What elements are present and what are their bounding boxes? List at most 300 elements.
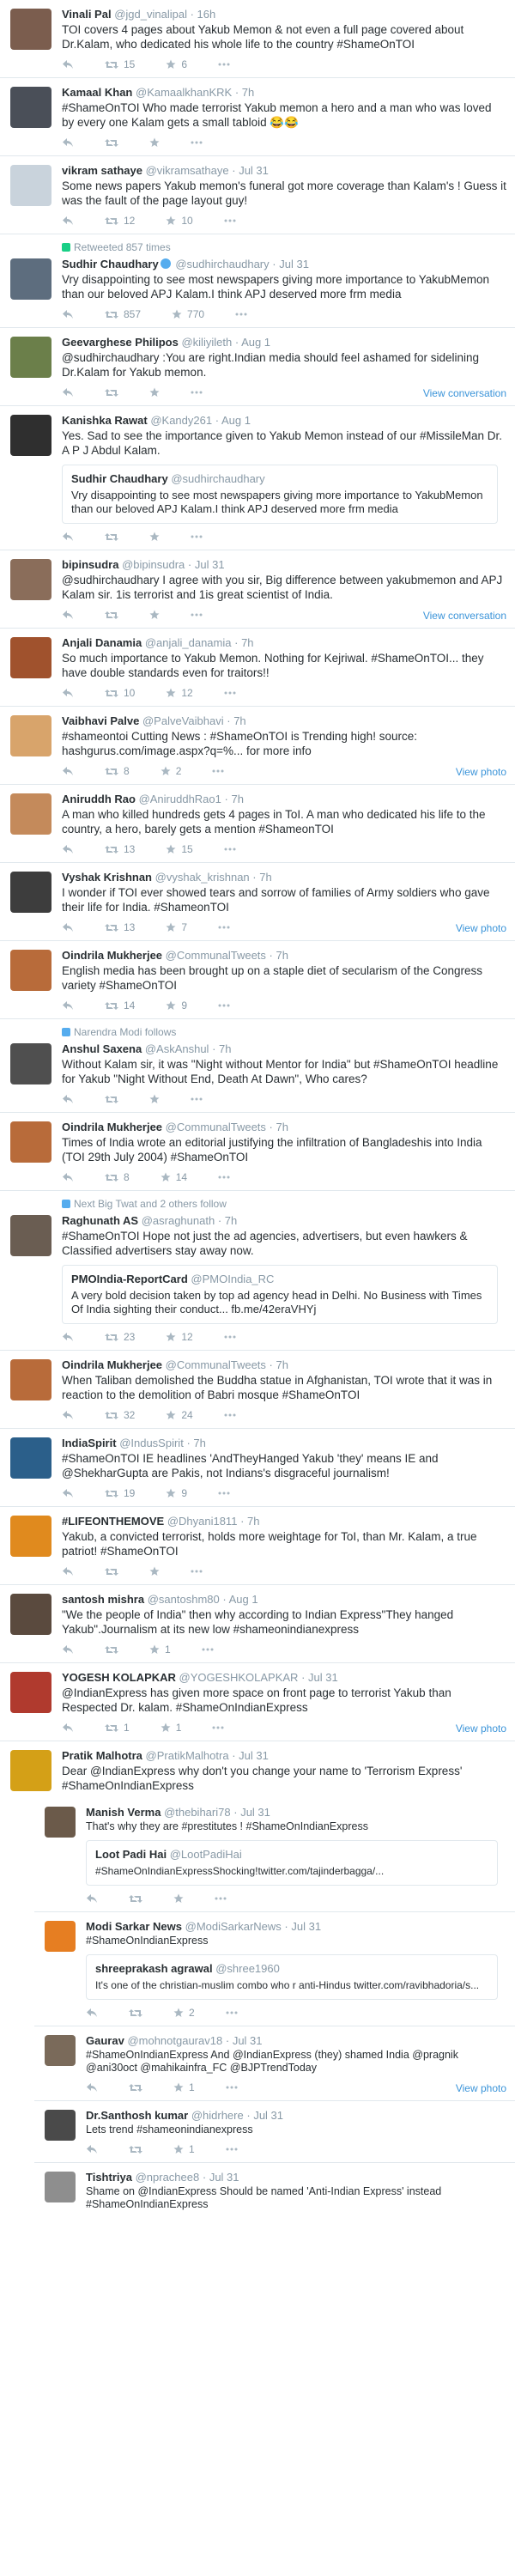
reply-button[interactable]: [62, 137, 74, 148]
tweet-text: #ShameOnTOI Who made terrorist Yakub memon a hero and a man who was loved by every one Kalam gets a small tabloid 😂😂: [62, 101, 492, 129]
favorite-button[interactable]: [149, 387, 160, 398]
tweet-text: Lets trend #shameonindianexpress: [86, 2123, 253, 2136]
tweet[interactable]: Manish Verma @thebihari78 · Jul 31 That's why they are #prestitutes ! #ShameOnIndianExpress Loot Padi Hai @LootPadiHai #ShameOnIndianExpressShocking!twitter.com/tajinderbagga/...: [34, 1798, 515, 1912]
more-icon: [202, 1648, 214, 1651]
avatar[interactable]: [45, 1921, 76, 1952]
username[interactable]: @nprachee8: [135, 2171, 200, 2184]
avatar[interactable]: [10, 1672, 52, 1713]
favorite-button[interactable]: [173, 2007, 195, 2019]
timestamp[interactable]: 7h: [276, 1121, 288, 1133]
favorite-button[interactable]: [166, 687, 192, 699]
tweet-text: Some news papers Yakub memon's funeral got more coverage than Kalam's ! Guess it was the fault of the page layout guy!: [62, 179, 506, 207]
retweet-count: 12: [124, 215, 136, 227]
tweet[interactable]: #LIFEONTHEMOVE @Dhyani1811 · 7h Yakub, a convicted terrorist, holds more weightage for ToI, than Mr. Kalam, a true patriot! #ShameOnTOI: [0, 1507, 515, 1585]
tweet-text: TOI covers 4 pages about Yakub Memon & not even a full page covered about Dr.Kalam, who dedicated his whole life to the country #ShameOnTOI: [62, 23, 464, 51]
favorite-count: 12: [181, 687, 193, 699]
timestamp[interactable]: 7h: [259, 871, 272, 884]
view-photo-link[interactable]: View photo: [455, 1722, 506, 1735]
display-name[interactable]: Sudhir Chaudhary: [62, 258, 159, 270]
more-button[interactable]: [212, 1726, 224, 1729]
username[interactable]: @YOGESHKOLAPKAR: [179, 1671, 299, 1684]
username[interactable]: @mohnotgaurav18: [127, 2034, 223, 2047]
reply-button[interactable]: [62, 1410, 74, 1420]
favorite-button[interactable]: [149, 1566, 160, 1577]
more-button[interactable]: [226, 2011, 238, 2014]
more-button[interactable]: [224, 1335, 236, 1339]
username[interactable]: @Dhyani1811: [167, 1515, 238, 1528]
more-button[interactable]: [224, 691, 236, 695]
timestamp[interactable]: Jul 31: [194, 558, 225, 571]
retweet-button[interactable]: [105, 843, 135, 855]
favorite-button[interactable]: [173, 1893, 184, 1904]
timestamp[interactable]: 7h: [224, 1214, 238, 1227]
reply-button[interactable]: [62, 532, 74, 542]
username[interactable]: @CommunalTweets: [165, 949, 266, 962]
display-name[interactable]: Anshul Saxena: [62, 1042, 142, 1055]
quoted-tweet[interactable]: [86, 1954, 498, 2000]
retweet-button[interactable]: [129, 2008, 142, 2018]
reply-button[interactable]: [62, 1332, 74, 1342]
favorite-button[interactable]: [166, 999, 187, 1012]
display-name[interactable]: Geevarghese Philipos: [62, 336, 179, 349]
more-button[interactable]: [235, 313, 247, 316]
reply-button[interactable]: [62, 610, 74, 620]
tweet[interactable]: Narendra Modi follows Anshul Saxena @AskAnshul · 7h Without Kalam sir, it was "Night without Mentor for India" but #ShameOnTOI headline for Yakub "Night Without End, Death At Dawn", Who cares?: [0, 1019, 515, 1113]
display-name[interactable]: #LIFEONTHEMOVE: [62, 1515, 165, 1528]
follow-context: [62, 1026, 506, 1039]
tweet-text: #ShameOnIndianExpress And @IndianExpress (they) shamed India @pragnik @ani30oct @mahikainfra_FC @BJPTrendToday: [86, 2049, 458, 2074]
favorite-button[interactable]: [166, 921, 187, 933]
username[interactable]: @AskAnshul: [144, 1042, 209, 1055]
display-name[interactable]: Vaibhavi Palve: [62, 714, 140, 727]
favorite-button[interactable]: [149, 610, 160, 620]
timestamp[interactable]: Jul 31: [209, 2171, 239, 2184]
timestamp[interactable]: 16h: [197, 8, 216, 21]
retweet-button[interactable]: [129, 1894, 142, 1904]
tweet[interactable]: Tishtriya @nprachee8 · Jul 31 Shame on @IndianExpress Should be named 'Anti-Indian Express' instead #ShameOnIndianExpress: [34, 2163, 515, 2216]
more-button[interactable]: [191, 535, 203, 538]
more-icon: [226, 2011, 238, 2014]
display-name[interactable]: Kamaal Khan: [62, 86, 133, 99]
avatar[interactable]: [10, 1594, 52, 1635]
timestamp[interactable]: Jul 31: [239, 164, 269, 177]
tweet[interactable]: YOGESH KOLAPKAR @YOGESHKOLAPKAR · Jul 31 @IndianExpress has given more space on front page to terrorist Yakub than Respected Dr. kalam. #ShameOnIndianExpress 1 1 View photo: [0, 1663, 515, 1741]
reply-button[interactable]: [62, 216, 74, 226]
reply-icon: [62, 1410, 74, 1420]
retweet-icon: [105, 767, 118, 776]
favorite-button[interactable]: [161, 765, 182, 777]
retweet-button[interactable]: [105, 1645, 118, 1655]
timestamp[interactable]: Jul 31: [279, 258, 309, 270]
reply-button[interactable]: [62, 844, 74, 854]
reply-button[interactable]: [62, 1172, 74, 1182]
tweet[interactable]: Oindrila Mukherjee @CommunalTweets · 7h When Taliban demolished the Buddha statue in Afghanistan, TOI wrote that it was in reaction to the demolition of Babri mosque #ShameOnTOI 32 24: [0, 1351, 515, 1429]
view-conversation-link[interactable]: View conversation: [422, 387, 506, 399]
more-button[interactable]: [218, 63, 230, 66]
avatar[interactable]: [10, 1215, 52, 1256]
username[interactable]: @kiliyileth: [181, 336, 233, 349]
tweet[interactable]: Next Big Twat and 2 others follow Raghunath AS @asraghunath · 7h #ShameOnTOI Hope not just the ad agencies, advertisers, but even hawkers & Classified advertisers stay away now. PMOIndia-ReportCard @PMOIndia_RC A very bold decision taken by top ad agency head in Delhi. No Business with Times Of India sighting their conduct... fb.me/42eraVHYj 23 12: [0, 1191, 515, 1351]
tweet[interactable]: Vyshak Krishnan @vyshak_krishnan · 7h I wonder if TOI ever showed tears and sorrow of families of Army soldiers who gave their life for India. #ShameonTOI 13 7 View photo: [0, 863, 515, 941]
reply-button[interactable]: [62, 1000, 74, 1011]
reply-button[interactable]: [86, 2144, 98, 2154]
retweet-button[interactable]: [129, 2145, 142, 2154]
avatar[interactable]: [10, 9, 52, 50]
retweet-icon: [105, 1333, 118, 1342]
quoted-tweet[interactable]: [86, 1840, 498, 1886]
tweet[interactable]: Anjali Danamia @anjali_danamia · 7h So much importance to Yakub Memon. Nothing for Kejriwal. #ShameOnTOI... they have double standards even for traitors!! 10 12: [0, 629, 515, 707]
favorite-count: 9: [181, 1487, 188, 1499]
avatar[interactable]: [10, 1516, 52, 1557]
quoted-tweet[interactable]: [62, 465, 498, 524]
retweet-count: 15: [124, 58, 136, 70]
more-button[interactable]: [191, 391, 203, 394]
timestamp[interactable]: Aug 1: [221, 414, 251, 427]
username[interactable]: @IndusSpirit: [119, 1437, 184, 1449]
avatar[interactable]: [10, 1121, 52, 1163]
view-photo-link[interactable]: View photo: [455, 766, 506, 778]
username[interactable]: @jgd_vinalipal: [114, 8, 187, 21]
more-button[interactable]: [218, 1492, 230, 1495]
quoted-text: #ShameOnIndianExpressShocking!twitter.com/tajinderbagga/...: [95, 1865, 385, 1877]
reply-button[interactable]: [62, 59, 74, 70]
avatar[interactable]: [10, 950, 52, 991]
display-name[interactable]: Gaurav: [86, 2034, 124, 2047]
more-button[interactable]: [202, 1648, 214, 1651]
reply-button[interactable]: [62, 309, 74, 319]
timestamp[interactable]: 7h: [241, 636, 254, 649]
timestamp[interactable]: 7h: [233, 714, 246, 727]
tweet[interactable]: Dr.Santhosh kumar @hidrhere · Jul 31 Lets trend #shameonindianexpress 1: [34, 2101, 515, 2163]
display-name[interactable]: Kanishka Rawat: [62, 414, 148, 427]
favorite-button[interactable]: [149, 532, 160, 542]
reply-button[interactable]: [62, 1644, 74, 1655]
retweet-icon: [129, 1894, 142, 1904]
quoted-text: It's one of the christian-muslim combo who r anti-Hindus twitter.com/ravibhadoria/s...: [95, 1979, 480, 1991]
timestamp[interactable]: Jul 31: [253, 2109, 284, 2122]
favorite-button[interactable]: [166, 1331, 192, 1343]
avatar[interactable]: [10, 1359, 52, 1400]
avatar[interactable]: [10, 87, 52, 128]
retweet-button[interactable]: [105, 532, 118, 542]
username[interactable]: @Kandy261: [150, 414, 213, 427]
username[interactable]: @anjali_danamia: [144, 636, 232, 649]
username[interactable]: @thebihari78: [164, 1806, 231, 1819]
retweet-button[interactable]: [105, 611, 118, 620]
username[interactable]: @KamaalkhanKRK: [136, 86, 233, 99]
more-button[interactable]: [224, 219, 236, 222]
reply-icon: [86, 2082, 98, 2093]
retweet-count: 8: [124, 765, 130, 777]
timestamp[interactable]: Jul 31: [291, 1920, 322, 1933]
tweet-text: I wonder if TOI ever showed tears and sorrow of families of Army soldiers who gave their life for India. #ShameonTOI: [62, 886, 490, 914]
display-name[interactable]: Aniruddh Rao: [62, 793, 136, 805]
display-name[interactable]: vikram sathaye: [62, 164, 142, 177]
avatar[interactable]: [10, 1437, 52, 1479]
retweet-button[interactable]: [105, 1095, 118, 1104]
reply-icon: [62, 1000, 74, 1011]
tweet-text: #shameontoi Cutting News : #ShameOnTOI is Trending high! source: hashgurus.com/image.aspx?q=%... for more info: [62, 730, 417, 757]
avatar[interactable]: [10, 165, 52, 206]
view-conversation-link[interactable]: View conversation: [422, 610, 506, 622]
tweet-text: @IndianExpress has given more space on front page to terrorist Yakub than Respected Dr. kalam. #ShameOnIndianExpress: [62, 1686, 451, 1714]
tweet-text: #ShameOnTOI Hope not just the ad agencies, advertisers, but even hawkers & Classified advertisers stay away now.: [62, 1230, 468, 1257]
more-button[interactable]: [226, 2148, 238, 2151]
tweet[interactable]: Vaibhavi Palve @PalveVaibhavi · 7h #shameontoi Cutting News : #ShameOnTOI is Trending high! source: hashgurus.com/image.aspx?q=%... for more info 8 2 View photo: [0, 707, 515, 785]
more-icon: [226, 2148, 238, 2151]
tweet[interactable]: Aniruddh Rao @AniruddhRao1 · 7h A man who killed hundreds gets 4 pages in ToI. A man who dedicated his life to the country, a hero, barely gets a mention #ShameonTOI 13 15: [0, 785, 515, 863]
retweet-icon: [105, 611, 118, 620]
tweet[interactable]: IndiaSpirit @IndusSpirit · 7h #ShameOnTOI IE headlines 'AndTheyHanged Yakub 'they' means IE and @ShekharGupta are Pakis, not Indians's disgraceful journalism! 19 9: [0, 1429, 515, 1507]
username[interactable]: @PratikMalhotra: [145, 1749, 229, 1762]
more-button[interactable]: [212, 769, 224, 773]
tweet[interactable]: Modi Sarkar News @ModiSarkarNews · Jul 31 #ShameOnIndianExpress shreeprakash agrawal @shree1960 It's one of the christian-muslim combo who r anti-Hindus twitter.com/ravibhadoria/s... 2: [34, 1912, 515, 2026]
view-photo-link[interactable]: View photo: [455, 922, 506, 934]
retweet-icon: [105, 532, 118, 542]
tweet[interactable]: Pratik Malhotra @PratikMalhotra · Jul 31 Dear @IndianExpress why don't you change your name to 'Terrorism Express' #ShameOnIndianExpress: [0, 1741, 515, 1798]
more-icon: [191, 391, 203, 394]
more-icon: [224, 1335, 236, 1339]
more-button[interactable]: [226, 2086, 238, 2089]
timestamp[interactable]: 7h: [276, 1358, 288, 1371]
more-icon: [218, 1176, 230, 1179]
display-name[interactable]: santosh mishra: [62, 1593, 145, 1606]
favorite-button[interactable]: [172, 308, 204, 320]
favorite-button[interactable]: [166, 58, 187, 70]
avatar[interactable]: [10, 1043, 52, 1084]
tweet[interactable]: Geevarghese Philipos @kiliyileth · Aug 1 @sudhirchaudhary :You are right.Indian media should feel ashamed for sidelining Dr.Kalam for Yakub memon. View conversation: [0, 328, 515, 406]
tweet[interactable]: Kamaal Khan @KamaalkhanKRK · 7h #ShameOnTOI Who made terrorist Yakub memon a hero and a man who was loved by every one Kalam gets a small tabloid 😂😂: [0, 78, 515, 156]
timestamp[interactable]: 7h: [193, 1437, 206, 1449]
favorite-button[interactable]: [166, 1409, 192, 1421]
quoted-text: A very bold decision taken by top ad agency head in Delhi. No Business with Times Of India sighting their conduct... fb.me/42eraVHYj: [71, 1289, 482, 1315]
tweet[interactable]: Retweeted 857 times Sudhir Chaudhary @sudhirchaudhary · Jul 31 Vry disappointing to see most newspapers giving more importance to YakubMemon than our beloved APJ Kalam.I think APJ deserved more frm media 857 770: [0, 234, 515, 328]
more-button[interactable]: [224, 848, 236, 851]
retweet-button[interactable]: [105, 1567, 118, 1577]
avatar[interactable]: [45, 2110, 76, 2141]
username[interactable]: @PalveVaibhavi: [142, 714, 224, 727]
tweet-text: So much importance to Yakub Memon. Nothing for Kejriwal. #ShameOnTOI... they have double standards even for traitors!!: [62, 652, 484, 679]
reply-button[interactable]: [62, 1566, 74, 1577]
avatar[interactable]: [45, 2172, 76, 2202]
timestamp[interactable]: 7h: [241, 86, 255, 99]
tweet[interactable]: Gaurav @mohnotgaurav18 · Jul 31 #ShameOnIndianExpress And @IndianExpress (they) shamed India @pragnik @ani30oct @mahikainfra_FC @BJPTrendToday 1 View photo: [34, 2026, 515, 2101]
retweet-button[interactable]: [105, 1171, 130, 1183]
tweet[interactable]: bipinsudra @bipinsudra · Jul 31 @sudhirchaudhary I agree with you sir, Big difference between yakubmemon and APJ Kalam sir. 1is terrorist and 1is great scientist of India. View conversation: [0, 550, 515, 629]
more-button[interactable]: [191, 613, 203, 617]
username[interactable]: @ModiSarkarNews: [185, 1920, 282, 1933]
favorite-button[interactable]: [166, 843, 192, 855]
more-button[interactable]: [218, 926, 230, 929]
retweet-icon: [105, 310, 118, 319]
tweet[interactable]: Oindrila Mukherjee @CommunalTweets · 7h English media has been brought up on a staple diet of secularism of the Congress variety #ShameOnTOI 14 9: [0, 941, 515, 1019]
avatar[interactable]: [45, 2035, 76, 2066]
tweet-text: Dear @IndianExpress why don't you change your name to 'Terrorism Express' #ShameOnIndianExpress: [62, 1765, 463, 1792]
tweet[interactable]: vikram sathaye @vikramsathaye · Jul 31 Some news papers Yakub memon's funeral got more coverage than Kalam's ! Guess it was the fault of the page layout guy! 12 10: [0, 156, 515, 234]
quoted-tweet[interactable]: [62, 1265, 498, 1324]
timestamp[interactable]: Jul 31: [308, 1671, 338, 1684]
favorite-button[interactable]: [161, 1722, 182, 1734]
favorite-count: 770: [187, 308, 205, 320]
star-icon: [166, 216, 176, 226]
tweet-text: @sudhirchaudhary :You are right.Indian media should feel ashamed for sidelining Dr.Kalam for Yakub memon.: [62, 351, 480, 379]
more-button[interactable]: [218, 1004, 230, 1007]
star-icon: [149, 1094, 160, 1104]
timestamp[interactable]: Jul 31: [239, 1749, 269, 1762]
display-name[interactable]: Pratik Malhotra: [62, 1749, 142, 1762]
username[interactable]: @CommunalTweets: [165, 1358, 266, 1371]
retweet-button[interactable]: [105, 1409, 135, 1421]
avatar[interactable]: [10, 559, 52, 600]
retweet-button[interactable]: [105, 921, 135, 933]
retweet-icon: [105, 845, 118, 854]
timestamp[interactable]: 7h: [231, 793, 244, 805]
reply-icon: [86, 1893, 98, 1904]
more-icon: [191, 535, 203, 538]
display-name[interactable]: YOGESH KOLAPKAR: [62, 1671, 176, 1684]
reply-button[interactable]: [86, 1893, 98, 1904]
retweet-button[interactable]: [105, 1722, 130, 1734]
timestamp[interactable]: Aug 1: [241, 336, 271, 349]
reply-button[interactable]: [62, 1094, 74, 1104]
reply-button[interactable]: [62, 1722, 74, 1733]
more-button[interactable]: [191, 1570, 203, 1573]
avatar[interactable]: [10, 1750, 52, 1791]
tweet-text: That's why they are #prestitutes ! #ShameOnIndianExpress: [86, 1820, 368, 1832]
reply-icon: [62, 1172, 74, 1182]
avatar[interactable]: [10, 415, 52, 456]
retweet-icon: [105, 1567, 118, 1577]
favorite-count: 2: [175, 765, 182, 777]
more-button[interactable]: [191, 141, 203, 144]
display-name[interactable]: Raghunath AS: [62, 1214, 139, 1227]
favorite-button[interactable]: [149, 1643, 171, 1656]
display-name[interactable]: Manish Verma: [86, 1806, 161, 1819]
retweet-icon: [105, 1489, 118, 1498]
favorite-button[interactable]: [173, 2143, 195, 2155]
tweet[interactable]: Kanishka Rawat @Kandy261 · Aug 1 Yes. Sad to see the importance given to Yakub Memon instead of our #MissileMan Dr. A P J Abdul Kalam. Sudhir Chaudhary @sudhirchaudhary Vry disappointing to see most newspapers giving more importance to YakubMemon than our beloved APJ Kalam.I think APJ deserved more frm media: [0, 406, 515, 550]
avatar[interactable]: [10, 793, 52, 835]
tweet[interactable]: santosh mishra @santoshm80 · Aug 1 "We the people of India" then why according to Indian Express"They hanged Yakub".Journalism at its new low #shameonindianexpress 1: [0, 1585, 515, 1663]
timestamp[interactable]: Aug 1: [228, 1593, 258, 1606]
retweet-button[interactable]: [105, 58, 135, 70]
retweet-button[interactable]: [105, 388, 118, 398]
retweet-button[interactable]: [105, 138, 118, 148]
star-icon: [166, 844, 176, 854]
display-name[interactable]: Vyshak Krishnan: [62, 871, 153, 884]
retweet-icon: [105, 60, 118, 70]
retweet-button[interactable]: [129, 2083, 142, 2093]
more-icon: [235, 313, 247, 316]
username[interactable]: @sudhirchaudhary: [175, 258, 270, 270]
reply-icon: [62, 1644, 74, 1655]
reply-button[interactable]: [62, 688, 74, 698]
reply-button[interactable]: [62, 1488, 74, 1498]
reply-button[interactable]: [62, 922, 74, 933]
retweet-button[interactable]: [105, 308, 141, 320]
username[interactable]: @bipinsudra: [122, 558, 185, 571]
favorite-count: 7: [181, 921, 188, 933]
retweet-button[interactable]: [105, 687, 135, 699]
username[interactable]: @santoshm80: [147, 1593, 220, 1606]
retweet-button[interactable]: [105, 1331, 135, 1343]
username[interactable]: @CommunalTweets: [165, 1121, 266, 1133]
avatar[interactable]: [10, 637, 52, 678]
context-label: Narendra Modi follows: [74, 1026, 177, 1038]
username[interactable]: @vikramsathaye: [145, 164, 229, 177]
display-name[interactable]: Anjali Danamia: [62, 636, 142, 649]
reply-button[interactable]: [86, 2082, 98, 2093]
retweet-icon: [105, 388, 118, 398]
avatar[interactable]: [10, 715, 52, 756]
timestamp[interactable]: 7h: [247, 1515, 260, 1528]
display-name[interactable]: Dr.Santhosh kumar: [86, 2109, 189, 2122]
display-name[interactable]: Tishtriya: [86, 2171, 132, 2184]
star-icon: [166, 1488, 176, 1498]
reply-icon: [62, 1332, 74, 1342]
timestamp[interactable]: 7h: [219, 1042, 232, 1055]
username[interactable]: @AniruddhRao1: [138, 793, 221, 805]
favorite-button[interactable]: [161, 1171, 187, 1183]
tweet[interactable]: Vinali Pal @jgd_vinalipal · 16h TOI covers 4 pages about Yakub Memon & not even a full page covered about Dr.Kalam, who dedicated his whole life to the country #ShameOnTOI 15 6: [0, 0, 515, 78]
avatar[interactable]: [45, 1807, 76, 1838]
more-icon: [226, 2086, 238, 2089]
timestamp[interactable]: Jul 31: [232, 2034, 263, 2047]
username[interactable]: @vyshak_krishnan: [154, 871, 250, 884]
favorite-button[interactable]: [173, 2081, 195, 2093]
avatar[interactable]: [10, 872, 52, 913]
avatar[interactable]: [10, 258, 52, 300]
display-name[interactable]: Oindrila Mukherjee: [62, 1121, 163, 1133]
avatar[interactable]: [10, 337, 52, 378]
display-name[interactable]: bipinsudra: [62, 558, 119, 571]
username[interactable]: @hidrhere: [191, 2109, 244, 2122]
display-name[interactable]: IndiaSpirit: [62, 1437, 117, 1449]
favorite-button[interactable]: [166, 1487, 187, 1499]
reply-button[interactable]: [62, 387, 74, 398]
favorite-button[interactable]: [166, 215, 192, 227]
reply-button[interactable]: [86, 2008, 98, 2018]
more-button[interactable]: [224, 1413, 236, 1417]
retweet-button[interactable]: [105, 215, 135, 227]
verified-icon: [161, 258, 171, 269]
display-name[interactable]: Vinali Pal: [62, 8, 112, 21]
username[interactable]: @asraghunath: [141, 1214, 215, 1227]
retweet-button[interactable]: [105, 765, 130, 777]
star-icon: [149, 137, 160, 148]
favorite-count: 1: [189, 2081, 195, 2093]
star-icon: [161, 1172, 171, 1182]
retweet-button[interactable]: [105, 999, 135, 1012]
display-name[interactable]: Modi Sarkar News: [86, 1920, 182, 1933]
timestamp[interactable]: Jul 31: [240, 1806, 270, 1819]
favorite-button[interactable]: [149, 1094, 160, 1104]
reply-button[interactable]: [62, 766, 74, 776]
favorite-button[interactable]: [149, 137, 160, 148]
tweet[interactable]: Oindrila Mukherjee @CommunalTweets · 7h Times of India wrote an editorial justifying the infiltration of Bangladeshis into India (TOI 29th July 2004) #ShameOnTOI 8 14: [0, 1113, 515, 1191]
more-button[interactable]: [191, 1097, 203, 1101]
quoted-username: @LootPadiHai: [169, 1848, 242, 1861]
display-name[interactable]: Oindrila Mukherjee: [62, 949, 163, 962]
retweet-button[interactable]: [105, 1487, 135, 1499]
view-photo-link[interactable]: View photo: [455, 2082, 506, 2094]
star-icon: [161, 1722, 171, 1733]
more-button[interactable]: [215, 1897, 227, 1900]
timestamp[interactable]: 7h: [276, 949, 288, 962]
more-button[interactable]: [218, 1176, 230, 1179]
context-label: Next Big Twat and 2 others follow: [74, 1198, 227, 1210]
display-name[interactable]: Oindrila Mukherjee: [62, 1358, 163, 1371]
